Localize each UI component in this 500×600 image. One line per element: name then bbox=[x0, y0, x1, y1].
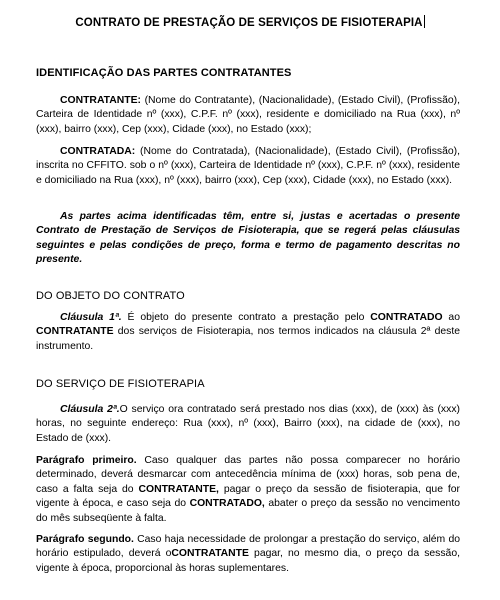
paragraph-contratante bbox=[36, 94, 460, 137]
section-heading-objeto: DO OBJETO DO CONTRATO bbox=[36, 290, 185, 302]
text-cursor bbox=[424, 15, 425, 28]
paragraph-primeiro: Parágrafo primeiro. Caso qualquer das partes não possa comparecer no horário determinado, deverá desmarcar com antecedência mínima de (xxx) horas, sob pena de, caso a falta seja do CONTRATANTE, pagar o preço da sessão de fisioterapia, que for vigente à época, e caso seja do CONTRATADO, abater o preço da sessão no vencimento do mês subseqüente à falta. bbox=[36, 455, 461, 524]
clausula-2-text: O serviço ora contratado será prestado nos dias (xxx), de (xxx) às (xxx) horas, no seguinte endereço: Rua (xxx), nº (xxx), Bairro (xxx), na cidade de (xxx), no Estado de (xxx). bbox=[36, 404, 460, 444]
paragraph-partes bbox=[36, 210, 460, 268]
contratada-text: (Nome do Contratada), (Nacionalidade), (Estado Civil), (Profissão), inscrita no CFFITO. sob o nº (xxx), Carteira de Identidade nº (xxx), C.P.F. nº (xxx), residente e domiciliado na Rua (xxx), nº (xxx), bairro (xxx), Cep (xxx), Cidade (xxx), no Estado (xxx). bbox=[36, 146, 460, 186]
paragraph-contratada bbox=[36, 145, 460, 188]
contratado-term: CONTRATADO bbox=[370, 312, 443, 323]
clausula-2-label: Cláusula 2ª. bbox=[60, 404, 120, 415]
contratante-term: CONTRATANTE bbox=[36, 326, 114, 338]
clausula-1-label: Cláusula 1ª. bbox=[60, 312, 122, 323]
section-heading-identificacao: IDENTIFICAÇÃO DAS PARTES CONTRATANTES bbox=[36, 67, 292, 79]
contratada-label: CONTRATADA: bbox=[60, 146, 136, 157]
paragrafo-primeiro-label: Parágrafo primeiro. bbox=[36, 455, 137, 466]
paragraph-clausula-2 bbox=[36, 403, 460, 446]
paragraph-clausula-1: Cláusula 1ª. É objeto do presente contrato a prestação pelo CONTRATADO ao CONTRATANTE dos serviços de Fisioterapia, nos termos indicados na cláusula 2ª deste instrumento. bbox=[36, 312, 460, 352]
partes-text: As partes acima identificadas têm, entre si, justas e acertadas o presente Contrato de Prestação de Serviços de Fisioterapia, que se regerá pelas cláusulas seguintes e pelas condições de preço, forma e termo de pagamento descritas no presente. bbox=[36, 211, 460, 266]
section-heading-servico: DO SERVIÇO DE FISIOTERAPIA bbox=[36, 378, 205, 390]
contratante-label: CONTRATANTE: bbox=[60, 95, 141, 106]
paragraph-segundo: Parágrafo segundo. Caso haja necessidade de prolongar a prestação do serviço, além do horário estipulado, deverá oCONTRATANTE pagar, no mesmo dia, o preço da sessão, vigente à época, proporcional às horas suplementares. bbox=[36, 534, 461, 574]
paragrafo-segundo-label: Parágrafo segundo. bbox=[36, 534, 134, 545]
contratante-text: (Nome do Contratante), (Nacionalidade), (Estado Civil), (Profissão), Carteira de Identidade nº (xxx), C.P.F. nº (xxx), residente e domiciliado na Rua (xxx), nº (xxx), bairro (xxx), Cep (xxx), Cidade (xxx), no Estado (xxx); bbox=[36, 95, 460, 135]
document-title: CONTRATO DE PRESTAÇÃO DE SERVIÇOS DE FISIOTERAPIA bbox=[75, 17, 423, 29]
